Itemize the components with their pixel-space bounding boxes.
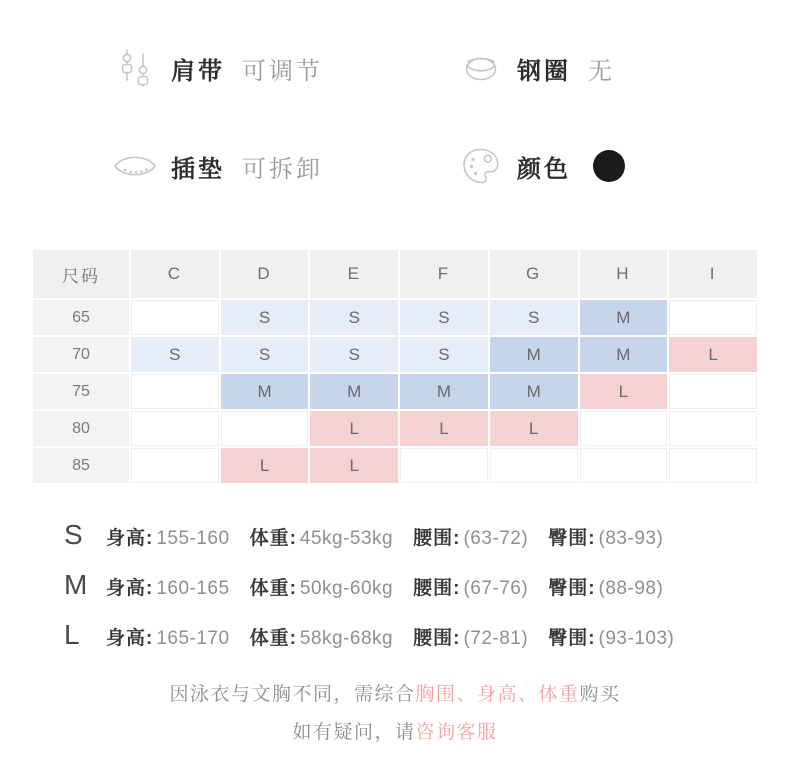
size-cell: S (400, 337, 488, 372)
size-row-label: 85 (33, 448, 129, 483)
size-cell: S (310, 300, 398, 335)
size-table-header-cell: F (400, 250, 488, 298)
size-row-label: 75 (33, 374, 129, 409)
size-cell: M (490, 374, 578, 409)
size-cell: M (490, 337, 578, 372)
size-cell (669, 300, 757, 335)
note-line-2 (0, 723, 790, 742)
size-table-header-cell: C (131, 250, 219, 298)
size-table-header-cell: E (310, 250, 398, 298)
hip-label: 臀围: (548, 578, 596, 599)
hip-value: (88-98) (598, 578, 664, 599)
size-cell (131, 374, 219, 409)
size-cell: M (580, 300, 668, 335)
weight-label: 体重: (249, 528, 297, 549)
size-cell (580, 448, 668, 483)
size-cell (669, 374, 757, 409)
feature-value: 可调节 (242, 57, 323, 85)
spec-size-letter: L (64, 619, 80, 650)
weight-value: 50kg-60kg (299, 578, 394, 599)
feature-shoulder-strap (112, 44, 458, 92)
size-cell (131, 300, 219, 335)
weight-label: 体重: (249, 628, 297, 649)
weight-value: 45kg-53kg (299, 528, 394, 549)
note-highlight: 胸围、身高、体重 (415, 684, 580, 705)
spec-row-s (64, 519, 790, 549)
size-cell (131, 411, 219, 446)
note-text: 因泳衣与文胸不同，需综合 (169, 684, 416, 705)
height-label: 身高: (106, 528, 154, 549)
table-row (33, 448, 757, 483)
size-cell: L (221, 448, 309, 483)
table-row (33, 300, 757, 335)
feature-label: 颜色 (517, 155, 571, 183)
size-cell (669, 448, 757, 483)
hip-value: (83-93) (598, 528, 664, 549)
size-cell: M (310, 374, 398, 409)
waist-label: 腰围: (413, 578, 461, 599)
size-table-header-cell: D (221, 250, 309, 298)
size-table-header-cell: I (669, 250, 757, 298)
size-row-label: 80 (33, 411, 129, 446)
size-table-section (31, 248, 759, 485)
size-cell: L (490, 411, 578, 446)
size-row-label: 65 (33, 300, 129, 335)
height-value: 160-165 (156, 578, 230, 599)
spec-size-letter: M (64, 569, 88, 600)
feature-value: 无 (588, 57, 615, 85)
size-cell: M (580, 337, 668, 372)
feature-value: 可拆卸 (242, 155, 323, 183)
hip-label: 臀围: (548, 528, 596, 549)
size-cell: S (221, 337, 309, 372)
spec-row-l (64, 619, 790, 649)
height-label: 身高: (106, 628, 154, 649)
feature-grid (0, 0, 790, 190)
size-cell (490, 448, 578, 483)
size-cell (221, 411, 309, 446)
waist-label: 腰围: (413, 628, 461, 649)
hip-value: (93-103) (598, 628, 675, 649)
waist-value: (72-81) (463, 628, 529, 649)
weight-label: 体重: (249, 578, 297, 599)
size-cell (400, 448, 488, 483)
size-table-header-cell: G (490, 250, 578, 298)
waist-value: (67-76) (463, 578, 529, 599)
feature-label: 插垫 (171, 155, 225, 183)
note-text: 如有疑问，请 (292, 722, 416, 743)
size-cell: L (310, 411, 398, 446)
color-swatch (593, 150, 625, 182)
note-text: 购买 (579, 684, 621, 705)
size-cell: M (400, 374, 488, 409)
height-value: 165-170 (156, 628, 230, 649)
spec-size-letter: S (64, 519, 83, 550)
waist-value: (63-72) (463, 528, 529, 549)
underwire-ring-icon (458, 45, 504, 91)
palette-icon (458, 143, 504, 189)
pad-icon (112, 143, 158, 189)
size-cell: L (580, 374, 668, 409)
size-cell: S (221, 300, 309, 335)
size-cell (131, 448, 219, 483)
size-row-label: 70 (33, 337, 129, 372)
size-cell (580, 411, 668, 446)
spec-row-m (64, 569, 790, 599)
size-cell: S (131, 337, 219, 372)
sliders-icon (112, 45, 158, 91)
size-cell: M (221, 374, 309, 409)
table-row (33, 374, 757, 409)
purchase-notes (0, 685, 790, 742)
size-spec-list (64, 519, 790, 649)
table-row (33, 337, 757, 372)
size-table-header-row (33, 250, 757, 298)
feature-underwire (458, 44, 790, 92)
size-cell (669, 411, 757, 446)
feature-pad (112, 142, 458, 190)
size-cell: L (400, 411, 488, 446)
size-table (31, 248, 759, 485)
size-cell: L (669, 337, 757, 372)
size-cell: S (400, 300, 488, 335)
contact-service-link[interactable]: 咨询客服 (415, 722, 498, 743)
size-cell: L (310, 448, 398, 483)
height-label: 身高: (106, 578, 154, 599)
table-row (33, 411, 757, 446)
size-table-header-cell: 尺码 (33, 250, 129, 298)
note-line-1 (0, 685, 790, 704)
feature-color (458, 142, 790, 190)
weight-value: 58kg-68kg (299, 628, 394, 649)
hip-label: 臀围: (548, 628, 596, 649)
feature-label: 钢圈 (517, 57, 571, 85)
size-table-header-cell: H (580, 250, 668, 298)
feature-label: 肩带 (171, 57, 225, 85)
size-cell: S (310, 337, 398, 372)
size-cell: S (490, 300, 578, 335)
waist-label: 腰围: (413, 528, 461, 549)
height-value: 155-160 (156, 528, 230, 549)
